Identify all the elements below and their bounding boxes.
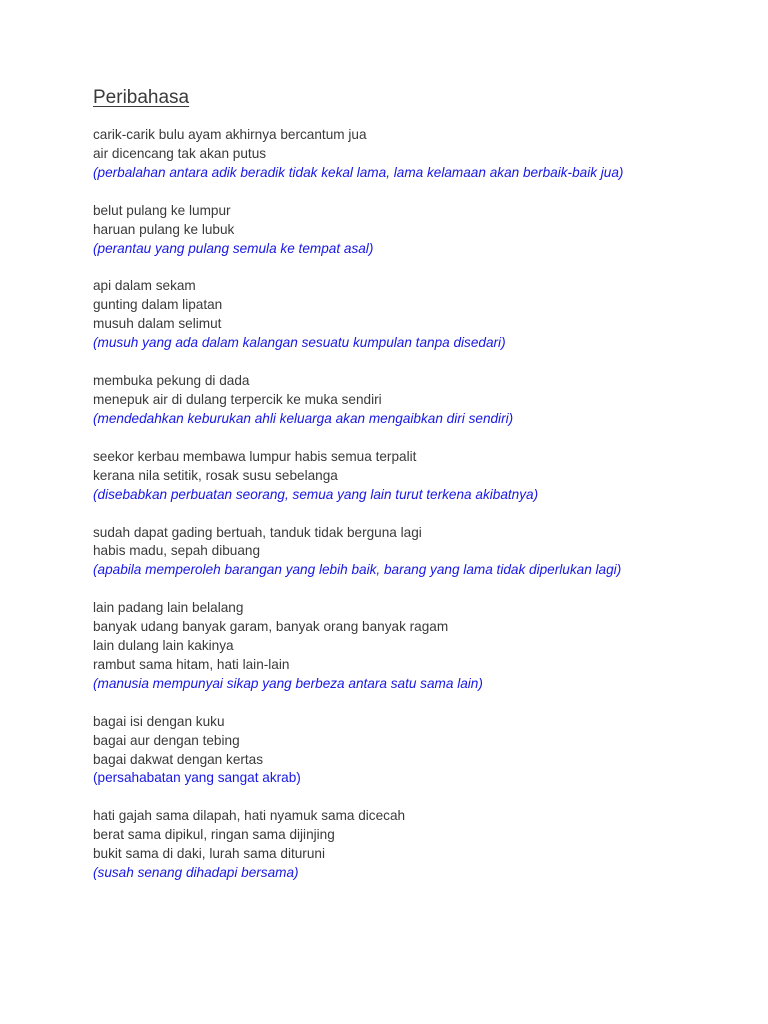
- peribahasa-meaning: (disebabkan perbuatan seorang, semua yang lain turut terkena akibatnya): [93, 486, 539, 502]
- peribahasa-line: berat sama dipikul, ringan sama dijinjing: [93, 827, 335, 843]
- peribahasa-stanza: [93, 372, 733, 429]
- peribahasa-stanza: [93, 277, 733, 353]
- peribahasa-line: habis madu, sepah dibuang: [93, 543, 261, 559]
- peribahasa-line: musuh dalam selimut: [93, 316, 222, 332]
- peribahasa-line: hati gajah sama dilapah, hati nyamuk sama dicecah: [93, 808, 406, 824]
- peribahasa-meaning: (perbalahan antara adik beradik tidak kekal lama, lama kelamaan akan berbaik-baik jua): [93, 164, 624, 180]
- peribahasa-stanza: [93, 524, 733, 581]
- peribahasa-stanza: [93, 807, 733, 883]
- peribahasa-line: air dicencang tak akan putus: [93, 145, 267, 161]
- peribahasa-line: bukit sama di daki, lurah sama dituruni: [93, 846, 325, 862]
- peribahasa-meaning: (apabila memperoleh barangan yang lebih baik, barang yang lama tidak diperlukan lagi): [93, 562, 622, 578]
- peribahasa-stanza: [93, 126, 733, 183]
- peribahasa-line: menepuk air di dulang terpercik ke muka sendiri: [93, 391, 382, 407]
- peribahasa-stanza: [93, 713, 733, 789]
- peribahasa-line: banyak udang banyak garam, banyak orang banyak ragam: [93, 619, 449, 635]
- document-page: [93, 84, 733, 902]
- peribahasa-line: lain dulang lain kakinya: [93, 638, 234, 654]
- peribahasa-line: bagai aur dengan tebing: [93, 732, 240, 748]
- peribahasa-line: gunting dalam lipatan: [93, 297, 223, 313]
- peribahasa-meaning: (musuh yang ada dalam kalangan sesuatu kumpulan tanpa disedari): [93, 335, 506, 351]
- peribahasa-stanza: [93, 599, 733, 694]
- peribahasa-line: api dalam sekam: [93, 278, 196, 294]
- peribahasa-line: membuka pekung di dada: [93, 373, 250, 389]
- peribahasa-line: rambut sama hitam, hati lain-lain: [93, 656, 290, 672]
- peribahasa-line: sudah dapat gading bertuah, tanduk tidak berguna lagi: [93, 524, 422, 540]
- peribahasa-line: haruan pulang ke lubuk: [93, 221, 235, 237]
- page-title: Peribahasa: [93, 87, 190, 108]
- peribahasa-line: bagai dakwat dengan kertas: [93, 751, 264, 767]
- peribahasa-line: lain padang lain belalang: [93, 600, 244, 616]
- peribahasa-line: kerana nila setitik, rosak susu sebelanga: [93, 467, 338, 483]
- peribahasa-line: seekor kerbau membawa lumpur habis semua terpalit: [93, 448, 417, 464]
- peribahasa-line: bagai isi dengan kuku: [93, 713, 225, 729]
- peribahasa-meaning: (susah senang dihadapi bersama): [93, 865, 299, 881]
- peribahasa-meaning: (perantau yang pulang semula ke tempat asal): [93, 240, 374, 256]
- peribahasa-meaning: (persahabatan yang sangat akrab): [93, 770, 301, 786]
- peribahasa-stanza: [93, 448, 733, 505]
- peribahasa-meaning: (mendedahkan keburukan ahli keluarga akan mengaibkan diri sendiri): [93, 410, 514, 426]
- peribahasa-meaning: (manusia mempunyai sikap yang berbeza antara satu sama lain): [93, 675, 483, 691]
- peribahasa-line: belut pulang ke lumpur: [93, 202, 231, 218]
- peribahasa-line: carik-carik bulu ayam akhirnya bercantum jua: [93, 127, 367, 142]
- peribahasa-stanza: [93, 202, 733, 259]
